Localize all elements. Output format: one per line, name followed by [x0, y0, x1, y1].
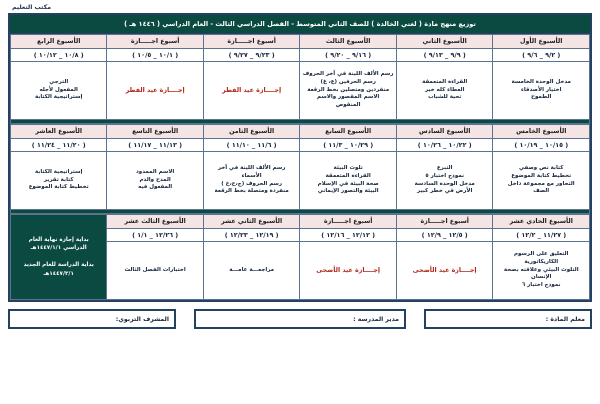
- week-content-cell: [11, 152, 107, 210]
- week-header-cell: أسبوع اجـــــازة: [300, 215, 397, 229]
- week-date-cell: ( ١٠/١ _ ١٠/٥ ): [107, 49, 203, 62]
- section-divider-band: [11, 120, 590, 124]
- week-content-cell: [493, 152, 590, 210]
- week-content-cell: [107, 152, 203, 210]
- week-date-cell: ( ١٢/٢٦ _ ١/١ ): [107, 229, 203, 242]
- content-line: رسم الحروف (ج،ح،خ ): [221, 180, 283, 187]
- content-line: نموذج اختبار ٥: [425, 172, 465, 179]
- green-band: [11, 210, 590, 214]
- week-content-cell: [493, 62, 590, 120]
- week-content-cell-holiday: [107, 62, 203, 120]
- content-line: الاسم المقصور والاسم: [317, 94, 380, 101]
- end-of-year-note: [11, 215, 107, 300]
- content-line: الاسم الممدود: [135, 168, 175, 175]
- week-date-row: [11, 49, 590, 62]
- content-line: الطموح: [531, 94, 552, 101]
- content-line: تحية للشباب: [428, 94, 462, 101]
- content-line: القراءة المتعمقة: [422, 78, 468, 85]
- content-line: صحة البيئة في الإسلام: [317, 180, 379, 187]
- content-line: بداية الدراسة للعام الجديد: [23, 262, 94, 269]
- week-header-cell: الأسبوع الأول: [493, 35, 590, 49]
- schedule-table-frame: [8, 13, 592, 302]
- content-line: مدخل الوحدة السادسة: [414, 180, 475, 187]
- week-header-row: [11, 125, 590, 139]
- content-line: العطاء كله خير: [424, 86, 465, 93]
- week-header-cell: الأسبوع السابع: [300, 125, 397, 139]
- content-line: ١٤٤٧/٣/١هـ: [43, 270, 74, 277]
- week-header-cell: أسبوع اجـــــازة: [203, 35, 300, 49]
- content-line: منفردين ومتصلين بخط الرقعة: [307, 86, 390, 93]
- week-header-cell: الأسبوع الخامس: [493, 125, 590, 139]
- week-date-cell: ( ١١/٢٠ _ ١١/٢٤ ): [11, 139, 107, 152]
- week-content-cell: [203, 242, 300, 300]
- week-header-cell: الأسبوع الرابع: [11, 35, 107, 49]
- content-line: التعليق على الرسوم: [514, 250, 569, 257]
- week-header-cell: أسبوع اجـــــازة: [107, 35, 203, 49]
- week-date-cell: ( ١١/٦ _ ١١/١٠ ): [203, 139, 300, 152]
- content-line: تخطيط كتابة الموضوع: [511, 172, 572, 179]
- content-line: اختبارات الفصل الثالث: [124, 266, 186, 273]
- week-date-cell: ( ١٠/١٥ _ ١٠/١٩ ): [493, 139, 590, 152]
- content-line: البيئة والتصور الإيماني: [317, 188, 379, 195]
- content-line: تخطيط كتابة الموضوع: [28, 184, 89, 191]
- week-content-cell-holiday: [203, 62, 300, 120]
- content-line: المفعول فيه: [138, 184, 173, 191]
- content-line: القراءة المتعمقة: [325, 172, 371, 179]
- week-header-cell: الأسبوع العاشر: [11, 125, 107, 139]
- section-weeks-11-13: [10, 214, 590, 300]
- week-header-cell: الأسبوع الثاني: [396, 35, 493, 49]
- content-line: الإنسان: [531, 274, 552, 281]
- week-header-cell: الأسبوع الثاني عشر: [203, 215, 300, 229]
- week-content-cell: [396, 152, 493, 210]
- week-date-cell: ( ١٢/١٩ _ ١٢/٢٣ ): [203, 229, 300, 242]
- week-date-cell: ( ٩/٩ _ ٩/١٣ ): [396, 49, 493, 62]
- content-line: رسم الحرفين (ع، غ): [320, 78, 376, 85]
- content-line: مراجعـــة عامـــة: [229, 266, 275, 273]
- content-line: [13, 253, 104, 261]
- content-line: مدخل الوحدة الخامسة: [511, 78, 571, 85]
- week-header-cell: أسبوع اجـــــازة: [396, 215, 493, 229]
- week-date-cell: ( ١٠/٨ _ ١٠/١٢ ): [11, 49, 107, 62]
- content-line: الصف: [533, 188, 550, 195]
- week-header-row: [11, 35, 590, 49]
- content-line: الأسماء: [241, 172, 262, 179]
- content-line: إستراتيجية الكتابة: [34, 94, 83, 101]
- content-line: التحاور مع مجموعة داخل: [507, 180, 575, 187]
- week-date-cell: ( ٩/٢ _ ٩/٦ ): [493, 49, 590, 62]
- content-line: اختيار الأصدقاء: [521, 86, 562, 93]
- week-content-cell: [300, 62, 397, 120]
- week-content-cell-holiday: [300, 242, 397, 300]
- week-header-cell: الأسبوع الحادي عشر: [493, 215, 590, 229]
- week-header-cell: الأسبوع الثالث عشر: [107, 215, 203, 229]
- week-date-cell: ( ٩/١٦ _ ٩/٢٠ ): [300, 49, 397, 62]
- week-date-cell: ( ٩/٢٣ _ ٩/٢٧ ): [203, 49, 300, 62]
- week-content-cell: [203, 152, 300, 210]
- content-line: كتابة تقرير: [43, 176, 74, 183]
- week-content-row: [11, 152, 590, 210]
- signature-footer: [8, 309, 592, 329]
- week-header-cell: الأسبوع التاسع: [107, 125, 203, 139]
- week-content-cell: [11, 62, 107, 120]
- content-line: منفردة ومتصلة بخط الرقعة: [214, 188, 289, 195]
- week-date-row: [11, 139, 590, 152]
- content-line: إجــــازة عيد الفطر: [222, 86, 282, 94]
- week-content-cell-holiday: [396, 242, 493, 300]
- content-line: إستراتيجية الكتابة: [34, 168, 83, 175]
- office-header: [8, 0, 592, 13]
- section-weeks-5-10: [10, 124, 590, 214]
- week-date-cell: ( ١١/٢٧ _ ١٢/٢ ): [493, 229, 590, 242]
- green-band: [11, 120, 590, 124]
- office-label: مكتب التعليم: [12, 4, 52, 11]
- week-header-cell: الأسبوع السادس: [396, 125, 493, 139]
- week-header-cell: الأسبوع الثالث: [300, 35, 397, 49]
- content-line: المدح والذم: [139, 176, 171, 183]
- week-header-cell: الأسبوع الثامن: [203, 125, 300, 139]
- content-line: المفعول لأجله: [39, 86, 78, 93]
- week-content-row: [11, 62, 590, 120]
- week-header-row: [11, 215, 590, 229]
- content-line: الترجي: [49, 78, 69, 85]
- content-line: رسم الألف اللينة في آخر: [217, 164, 286, 171]
- content-line: إجــــازة عيد الأضحى: [412, 266, 477, 274]
- content-line: رسم الألف اللينة في آخر الحروف: [302, 70, 394, 77]
- supervisor-signature-field[interactable]: المشرف التربوي:: [8, 309, 176, 329]
- content-line: التلوث البيئي وعلاقته بصحة: [503, 266, 579, 273]
- week-date-cell: ( ١٢/٥ _ ١٢/٩ ): [396, 229, 493, 242]
- content-line: تلوث البيئة: [333, 164, 363, 171]
- content-line: الكاريكاتورية: [524, 258, 559, 265]
- week-content-cell: [300, 152, 397, 210]
- content-line: الدراسي ١٤٤٧/١/١هـ: [30, 245, 87, 252]
- content-line: نموذج اختبار ٦: [521, 282, 561, 289]
- section-weeks-1-4: [10, 34, 590, 124]
- week-date-cell: ( ١١/١٣ _ ١١/١٧ ): [107, 139, 203, 152]
- week-content-cell: [493, 242, 590, 300]
- week-date-cell: ( ١٠/٢٢ _ ١٠/٢٦ ): [396, 139, 493, 152]
- week-content-cell: [107, 242, 203, 300]
- content-line: المنقوص: [335, 102, 361, 109]
- content-line: إجــــازة عيد الفطر: [125, 86, 185, 94]
- content-line: التبرع: [436, 164, 453, 171]
- content-line: الأرض في خطر كبير: [417, 188, 473, 195]
- week-content-cell: [396, 62, 493, 120]
- content-line: إجــــازة عيد الأضحى: [316, 266, 381, 274]
- teacher-signature-field[interactable]: معلم المادة :: [424, 309, 592, 329]
- week-date-cell: ( ١٠/٢٩ _ ١١/٣ ): [300, 139, 397, 152]
- content-line: كتابة نص وصفي: [518, 164, 564, 171]
- principal-signature-field[interactable]: مدير المدرسة :: [194, 309, 406, 329]
- content-line: بداية إجازة نهاية العام: [28, 237, 89, 244]
- page-title: توزيع منهج مادة ( لغتي الخالدة ) للصف الثاني المتوسط - الفصل الدراسي الثالث - العام الدراسي ( ١٤٤٦ هـ ): [10, 15, 590, 34]
- section-divider-band: [11, 210, 590, 214]
- week-date-cell: ( ١٢/١٢ _ ١٢/١٦ ): [300, 229, 397, 242]
